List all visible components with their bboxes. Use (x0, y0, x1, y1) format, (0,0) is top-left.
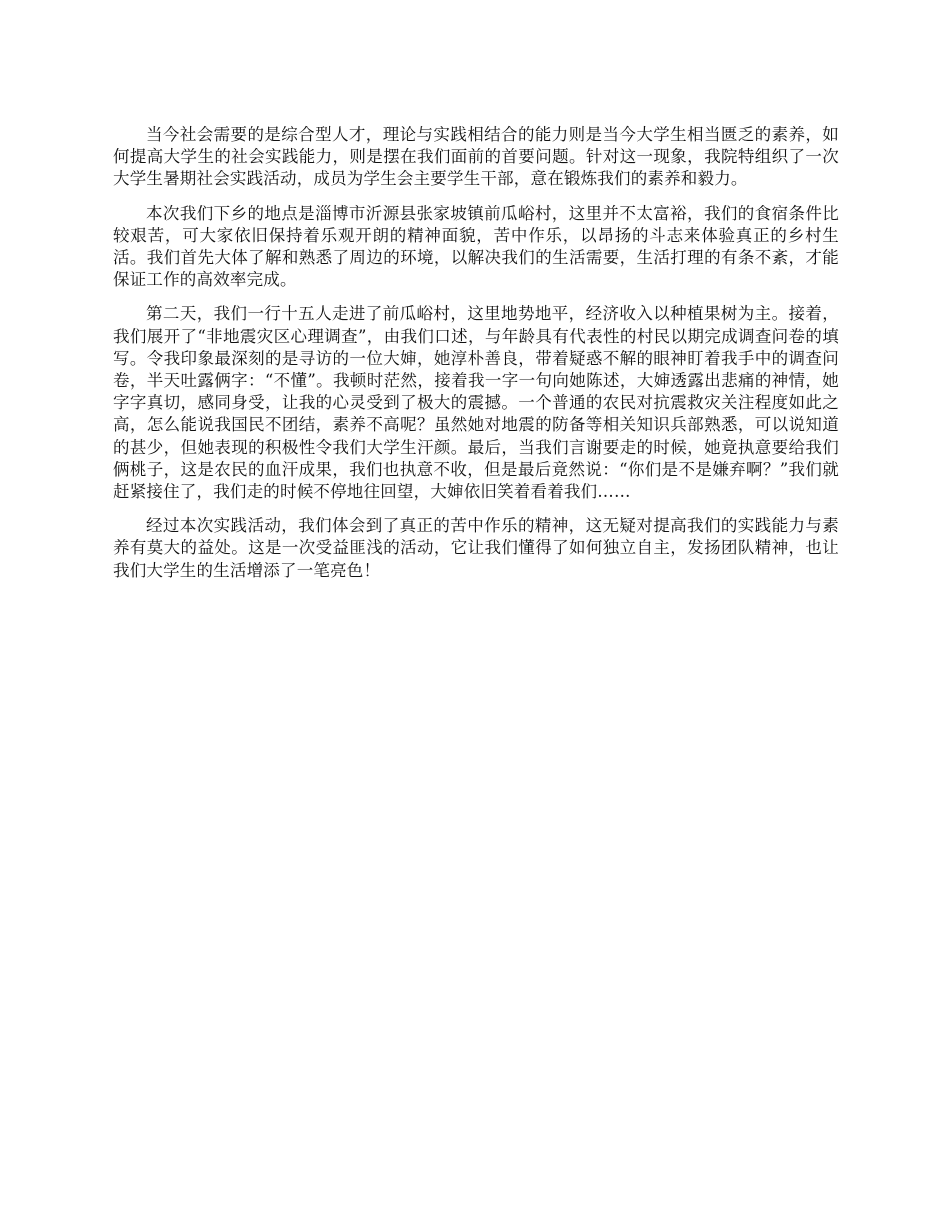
paragraph-conclusion: 经过本次实践活动，我们体会到了真正的苦中作乐的精神，这无疑对提高我们的实践能力与素养有莫大的益处。这是一次受益匪浅的活动，它让我们懂得了如何独立自主，发扬团队精神，也让我们大学生的生活增添了一笔亮色！ (113, 516, 839, 580)
paragraph-survey: 第二天，我们一行十五人走进了前瓜峪村，这里地势地平，经济收入以种植果树为主。接着，我们展开了“非地震灾区心理调查”，由我们口述，与年龄具有代表性的村民以期完成调查问卷的填写。令我印象最深刻的是寻访的一位大婶，她淳朴善良，带着疑惑不解的眼神盯着我手中的调查问卷，半天吐露俩字：“不懂”。我顿时茫然，接着我一字一句向她陈述，大婶透露出悲痛的神情，她字字真切，感同身受，让我的心灵受到了极大的震撼。一个普通的农民对抗震救灾关注程度如此之高，怎么能说我国民不团结，素养不高呢？虽然她对地震的防备等相关知识兵部熟悉，可以说知道的甚少，但她表现的积极性令我们大学生汗颜。最后，当我们言谢要走的时候，她竟执意要给我们俩桃子，这是农民的血汗成果，我们也执意不收，但是最后竟然说：“你们是不是嫌弃啊？”我们就赶紧接住了，我们走的时候不停地往回望，大婶依旧笑着看着我们…… (113, 304, 839, 502)
document-body (113, 124, 839, 594)
paragraph-intro: 当今社会需要的是综合型人才，理论与实践相结合的能力则是当今大学生相当匮乏的素养，如何提高大学生的社会实践能力，则是摆在我们面前的首要问题。针对这一现象，我院特组织了一次大学生暑期社会实践活动，成员为学生会主要学生干部，意在锻炼我们的素养和毅力。 (113, 125, 839, 189)
paragraph-location: 本次我们下乡的地点是淄博市沂源县张家坡镇前瓜峪村，这里并不太富裕，我们的食宿条件比较艰苦，可大家依旧保持着乐观开朗的精神面貌，苦中作乐，以昂扬的斗志来体验真正的乡村生活。我们首先大体了解和熟悉了周边的环境，以解决我们的生活需要，生活打理的有条不紊，才能保证工作的高效率完成。 (113, 203, 839, 290)
